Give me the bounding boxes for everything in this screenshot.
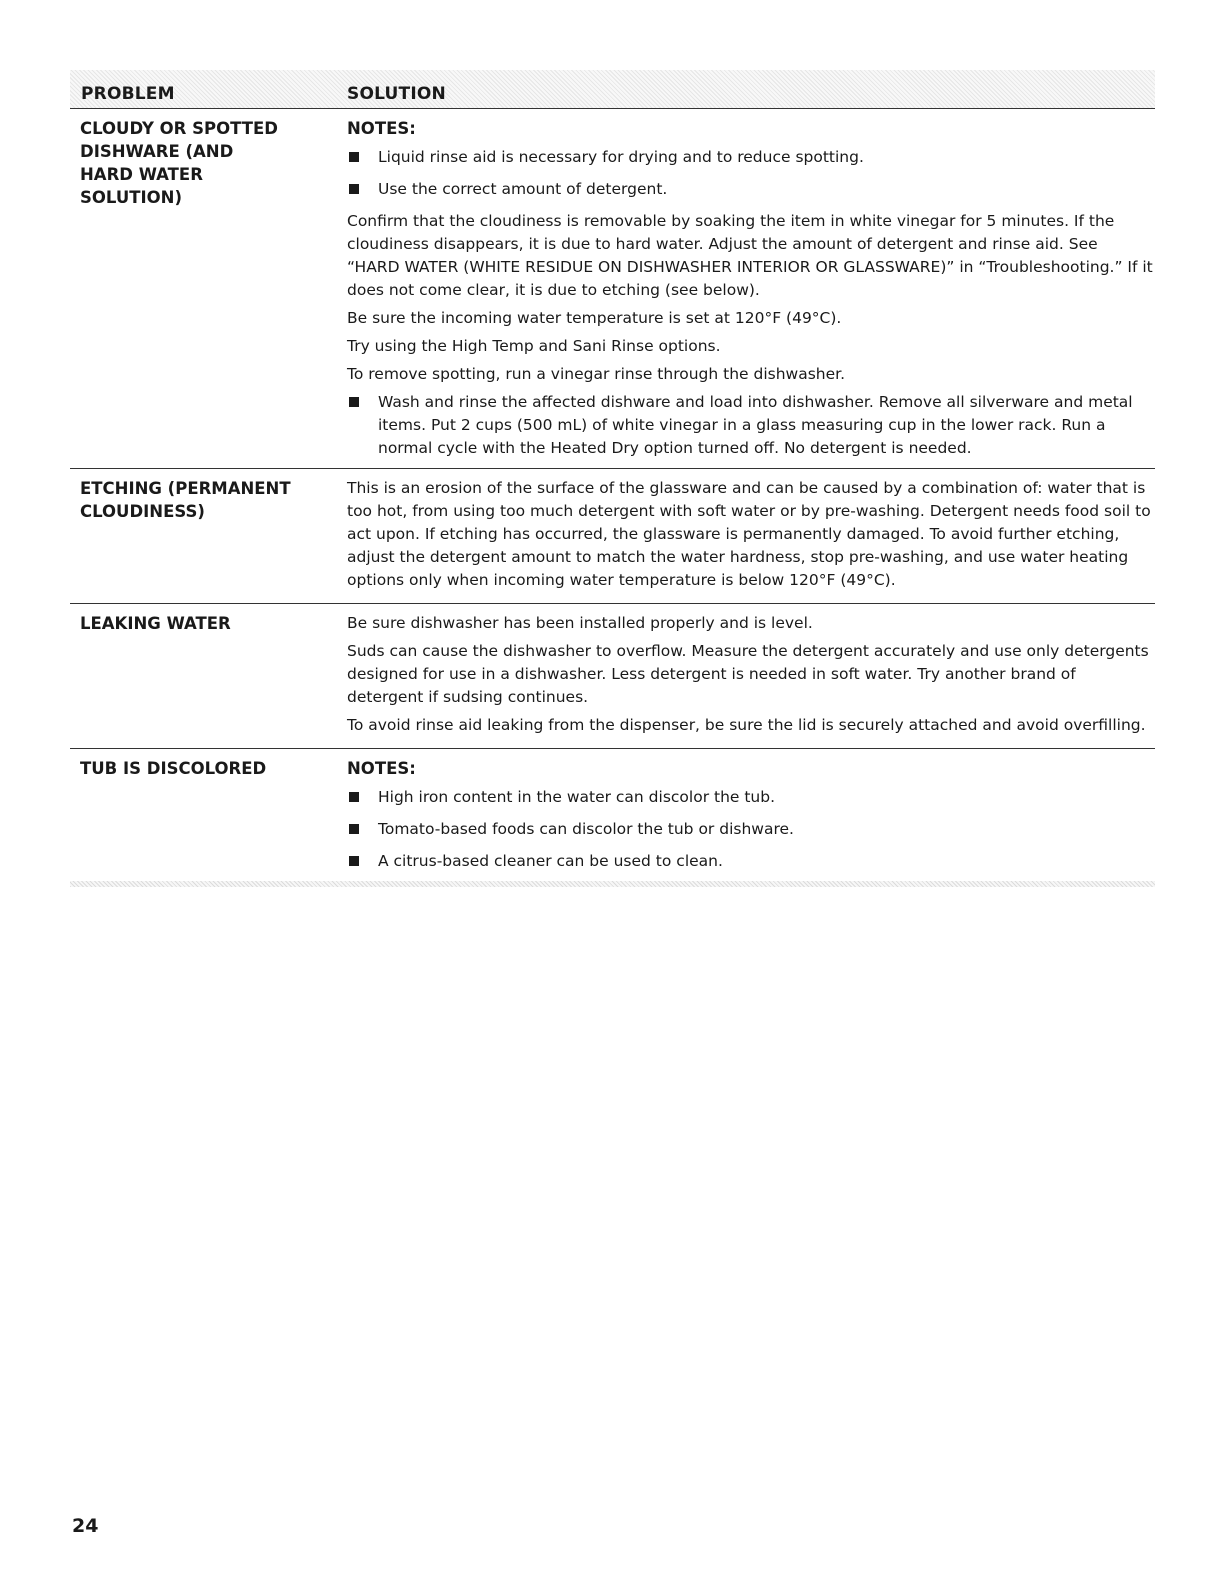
list-item — [347, 146, 1155, 169]
paragraph: Confirm that the cloudiness is removable by soaking the item in white vinegar for 5 minutes. If the cloudiness disappears, it is due to hard water. Adjust the amount of detergent and rinse aid. See “HARD WATER (WHITE RESIDUE ON DISHWASHER INTERIOR OR GLASSWARE)” in “Troubleshooting.” If it does not come clear, it is due to etching (see below). — [347, 212, 1153, 299]
list-item — [347, 178, 1155, 201]
table-header — [70, 70, 1155, 109]
bullet-text: High iron content in the water can discolor the tub. — [378, 788, 776, 806]
solution-cell — [347, 117, 1155, 462]
paragraph: To remove spotting, run a vinegar rinse through the dishwasher. — [347, 365, 846, 383]
bullet-text: Liquid rinse aid is necessary for drying and to reduce spotting. — [378, 148, 864, 166]
bullet-square-icon — [349, 152, 359, 162]
bullet-text: A citrus-based cleaner can be used to clean. — [378, 852, 723, 870]
table-row — [70, 469, 1155, 604]
table-row — [70, 749, 1155, 877]
problem-cell: CLOUDY OR SPOTTED DISHWARE (AND HARD WATER SOLUTION) — [80, 119, 278, 207]
bullet-square-icon — [349, 792, 359, 802]
notes-label: NOTES: — [347, 119, 416, 138]
notes-label: NOTES: — [347, 759, 416, 778]
bullet-square-icon — [349, 856, 359, 866]
bullet-text: Use the correct amount of detergent. — [378, 180, 668, 198]
solution-cell — [347, 612, 1155, 742]
paragraph: Try using the High Temp and Sani Rinse options. — [347, 337, 721, 355]
paragraph: This is an erosion of the surface of the glassware and can be caused by a combination of: water that is too hot, from using too much detergent with soft water or by pre-washing. Detergent needs food soil to act upon. If etching has occurred, the glassware is permanently damaged. To avoid further etching, adjust the detergent amount to match the water hardness, stop pre-washing, and use water heating options only when incoming water temperature is below 120°F (49°C). — [347, 479, 1151, 589]
paragraph: To avoid rinse aid leaking from the dispenser, be sure the lid is securely attached and avoid overfilling. — [347, 716, 1146, 734]
bullet-square-icon — [349, 184, 359, 194]
table-row — [70, 109, 1155, 469]
table-row — [70, 604, 1155, 749]
troubleshooting-table — [70, 70, 1155, 887]
paragraph: Be sure the incoming water temperature is set at 120°F (49°C). — [347, 309, 842, 327]
paragraph: Suds can cause the dishwasher to overflow. Measure the detergent accurately and use only detergents designed for use in a dishwasher. Less detergent is needed in soft water. Try another brand of detergent if sudsing continues. — [347, 642, 1149, 706]
bullet-square-icon — [349, 397, 359, 407]
solution-cell — [347, 757, 1155, 873]
bullet-text: Tomato-based foods can discolor the tub or dishware. — [378, 820, 794, 838]
list-item — [347, 850, 1155, 873]
solution-cell — [347, 477, 1155, 597]
problem-cell: TUB IS DISCOLORED — [80, 759, 267, 778]
problem-cell: ETCHING (PERMANENT CLOUDINESS) — [80, 479, 291, 521]
page-number: 24 — [72, 1515, 99, 1537]
header-solution: SOLUTION — [347, 84, 446, 104]
bullet-square-icon — [349, 824, 359, 834]
bullet-text: Wash and rinse the affected dishware and load into dishwasher. Remove all silverware and metal items. Put 2 cups (500 mL) of white vinegar in a glass measuring cup in the lower rack. Run a normal cycle with the Heated Dry option turned off. No detergent is needed. — [378, 393, 1133, 457]
header-problem: PROBLEM — [81, 84, 175, 104]
list-item — [347, 786, 1155, 809]
paragraph: Be sure dishwasher has been installed properly and is level. — [347, 614, 813, 632]
problem-cell: LEAKING WATER — [80, 614, 231, 633]
list-item — [347, 818, 1155, 841]
list-item — [347, 391, 1155, 460]
table-bottom-band — [70, 881, 1155, 887]
